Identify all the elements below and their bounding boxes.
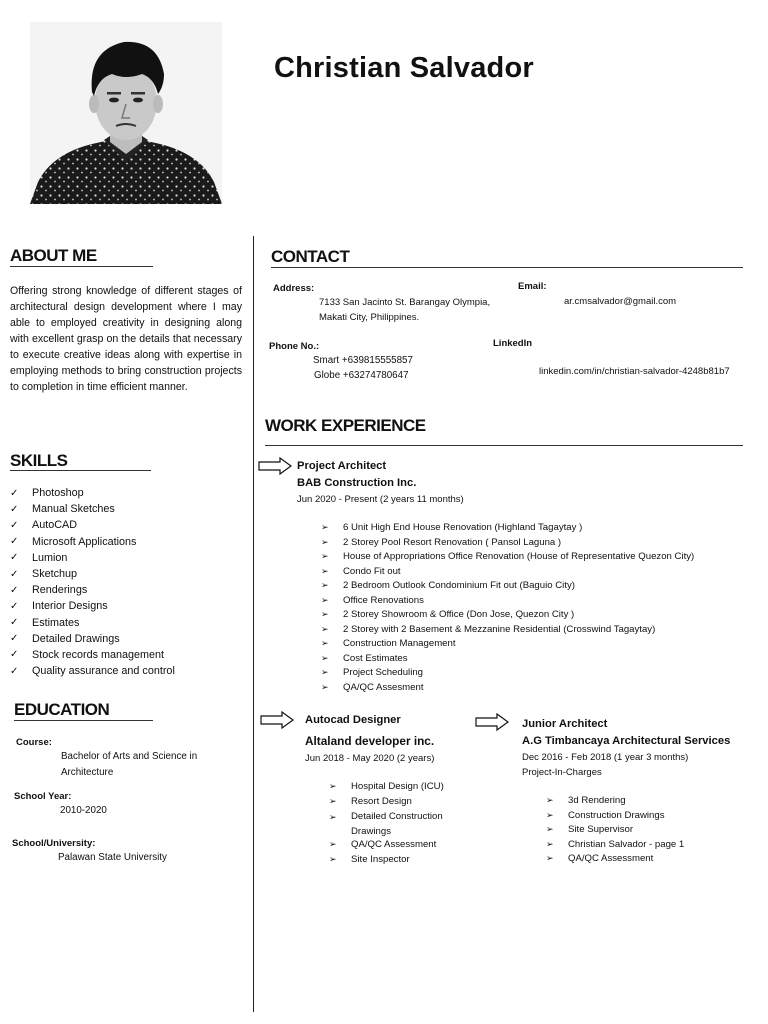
phone-globe: Globe +63274780647: [314, 370, 409, 381]
check-icon: ✓: [10, 649, 19, 661]
phone-label: Phone No.:: [269, 341, 320, 352]
check-icon: ✓: [10, 503, 19, 515]
skill-item: ✓ Renderings: [10, 584, 88, 597]
contact-heading: CONTACT: [271, 247, 350, 266]
job1-title: Project Architect: [297, 460, 387, 472]
arrowhead-icon: ➢: [321, 638, 329, 648]
duty-item: ➢ 2 Bedroom Outlook Condominium Fit out (Baguio City): [321, 580, 694, 595]
arrowhead-icon: ➢: [321, 594, 329, 605]
duty-item: ➢ Hospital Design (ICU): [329, 781, 479, 796]
contact-rule: [271, 267, 743, 268]
skills-list: [10, 485, 175, 679]
arrowhead-icon: ➢: [329, 853, 337, 864]
arrowhead-icon: ➢: [321, 681, 329, 692]
duty-item: ➢ 2 Storey with 2 Basement & Mezzanine Residential (Crosswind Tagaytay): [321, 624, 694, 639]
duty-item: ➢ Construction Drawings: [546, 810, 684, 825]
course-label: Course:: [16, 737, 52, 748]
course-line2: Architecture: [61, 767, 114, 778]
check-icon: ✓: [10, 536, 19, 548]
job3-subtitle: Project-In-Charges: [522, 767, 602, 778]
duty-item: ➢ House of Appropriations Office Renovation (House of Representative Quezon City): [321, 551, 694, 566]
arrowhead-icon: ➢: [321, 522, 329, 532]
skill-item: ✓ Stock records management: [10, 648, 165, 661]
arrowhead-icon: ➢: [321, 623, 329, 634]
skill-item: ✓ Estimates: [10, 616, 80, 629]
job2-title: Autocad Designer: [305, 714, 401, 726]
skill-item: ✓ Microsoft Applications: [10, 535, 137, 548]
duty-item: ➢ Condo Fit out: [321, 566, 694, 581]
job1-company: BAB Construction Inc.: [297, 477, 417, 489]
duty-item: ➢ Site Supervisor: [546, 824, 684, 839]
check-icon: ✓: [10, 487, 19, 499]
duty-item: ➢ 6 Unit High End House Renovation (Highland Tagaytay ): [321, 522, 694, 537]
duty-item: ➢ 2 Storey Pool Resort Renovation ( Pansol Laguna ): [321, 537, 694, 552]
arrow-icon: [258, 457, 292, 475]
arrowhead-icon: ➢: [546, 809, 554, 820]
check-icon: ✓: [10, 584, 19, 596]
arrow-icon: [475, 713, 509, 731]
duty-item: ➢ 2 Storey Showroom & Office (Don Jose, Quezon City ): [321, 609, 694, 624]
duty-item: ➢ Site Inspector: [329, 854, 479, 869]
duty-item: ➢ Cost Estimates: [321, 653, 694, 668]
linkedin-value[interactable]: linkedin.com/in/christian-salvador-4248b81b7: [539, 366, 730, 377]
skill-item: ✓ Interior Designs: [10, 600, 108, 613]
address-line1: 7133 San Jacinto St. Barangay Olympia,: [319, 297, 491, 308]
arrowhead-icon: ➢: [329, 781, 337, 791]
duty-item: ➢ Resort Design: [329, 796, 479, 811]
school-year-label: School Year:: [14, 791, 72, 802]
arrowhead-icon: ➢: [321, 536, 329, 547]
linkedin-label: LinkedIn: [493, 338, 533, 349]
check-icon: ✓: [10, 600, 19, 612]
education-rule: [14, 720, 153, 721]
skill-item: ✓ Manual Sketches: [10, 503, 115, 516]
about-rule: [10, 266, 153, 267]
job3-company: A.G Timbancaya Architectural Services: [522, 735, 731, 747]
address-line2: Makati City, Philippines.: [319, 312, 420, 323]
arrowhead-icon: ➢: [321, 652, 329, 663]
duty-item: ➢ QA/QC Assessment: [546, 853, 684, 868]
candidate-name: Christian Salvador: [274, 52, 534, 84]
email-label: Email:: [518, 281, 547, 292]
check-icon: ✓: [10, 519, 19, 531]
address-label: Address:: [273, 283, 315, 294]
arrowhead-icon: ➢: [321, 551, 329, 561]
school-label: School/University:: [12, 838, 96, 849]
duty-item: ➢ 3d Rendering: [546, 795, 684, 810]
skill-item: ✓ Detailed Drawings: [10, 632, 120, 645]
arrowhead-icon: ➢: [321, 565, 329, 576]
about-text: Offering strong knowledge of different stages of architectural design development where I may able to employed creativity in designing along with excellent grasp on the details that necessary to execute creative ideas along with expertise in employing methods to bring construction projects to completion in time efficient manner.: [10, 285, 242, 393]
job1-duties: [321, 522, 694, 696]
arrow-icon: [260, 711, 294, 729]
job3-duties: [546, 795, 684, 868]
duty-item: ➢ Project Scheduling: [321, 667, 694, 682]
skills-rule: [10, 470, 151, 471]
job1-period: Jun 2020 - Present (2 years 11 months): [297, 494, 464, 505]
education-heading: EDUCATION: [14, 700, 110, 719]
job3-period: Dec 2016 - Feb 2018 (1 year 3 months): [522, 752, 689, 763]
check-icon: ✓: [10, 617, 19, 629]
arrowhead-icon: ➢: [321, 609, 329, 619]
duty-item: ➢ QA/QC Assessment: [329, 839, 479, 854]
arrowhead-icon: ➢: [329, 839, 337, 849]
check-icon: ✓: [10, 552, 19, 564]
check-icon: ✓: [10, 665, 19, 677]
arrowhead-icon: ➢: [321, 580, 329, 590]
job2-period: Jun 2018 - May 2020 (2 years): [305, 753, 435, 764]
arrowhead-icon: ➢: [546, 795, 554, 805]
arrowhead-icon: ➢: [321, 667, 329, 677]
email-value[interactable]: ar.cmsalvador@gmail.com: [564, 296, 677, 307]
arrowhead-icon: ➢: [546, 824, 554, 834]
skill-item: ✓ AutoCAD: [10, 519, 78, 532]
phone-smart: Smart +639815555857: [313, 355, 413, 366]
job3-title: Junior Architect: [522, 718, 608, 730]
arrowhead-icon: ➢: [329, 795, 337, 806]
skill-item: ✓ Sketchup: [10, 568, 78, 581]
work-heading: WORK EXPERIENCE: [265, 416, 426, 435]
duty-item: ➢ Christian Salvador - page 1: [546, 839, 684, 854]
skill-item: ✓ Photoshop: [10, 487, 84, 500]
skills-heading: SKILLS: [10, 451, 68, 470]
work-rule: [265, 445, 743, 446]
school-name: Palawan State University: [58, 852, 167, 863]
check-icon: ✓: [10, 568, 19, 580]
about-heading: ABOUT ME: [10, 246, 97, 265]
duty-item: ➢ Construction Management: [321, 638, 694, 653]
skill-item: ✓ Quality assurance and control: [10, 665, 175, 678]
job2-duties: [329, 781, 479, 868]
duty-item: ➢ Detailed Construction Drawings: [329, 810, 479, 839]
arrowhead-icon: ➢: [329, 812, 337, 822]
school-year: 2010-2020: [60, 805, 107, 816]
check-icon: ✓: [10, 633, 19, 645]
profile-photo: [30, 22, 222, 204]
course-line1: Bachelor of Arts and Science in: [61, 751, 198, 762]
duty-item: ➢ QA/QC Assesment: [321, 682, 694, 697]
duty-item: ➢ Office Renovations: [321, 595, 694, 610]
column-divider: [253, 236, 254, 1012]
skill-item: ✓ Lumion: [10, 551, 68, 564]
job2-company: Altaland developer inc.: [305, 734, 435, 748]
arrowhead-icon: ➢: [546, 853, 554, 863]
arrowhead-icon: ➢: [546, 838, 554, 849]
